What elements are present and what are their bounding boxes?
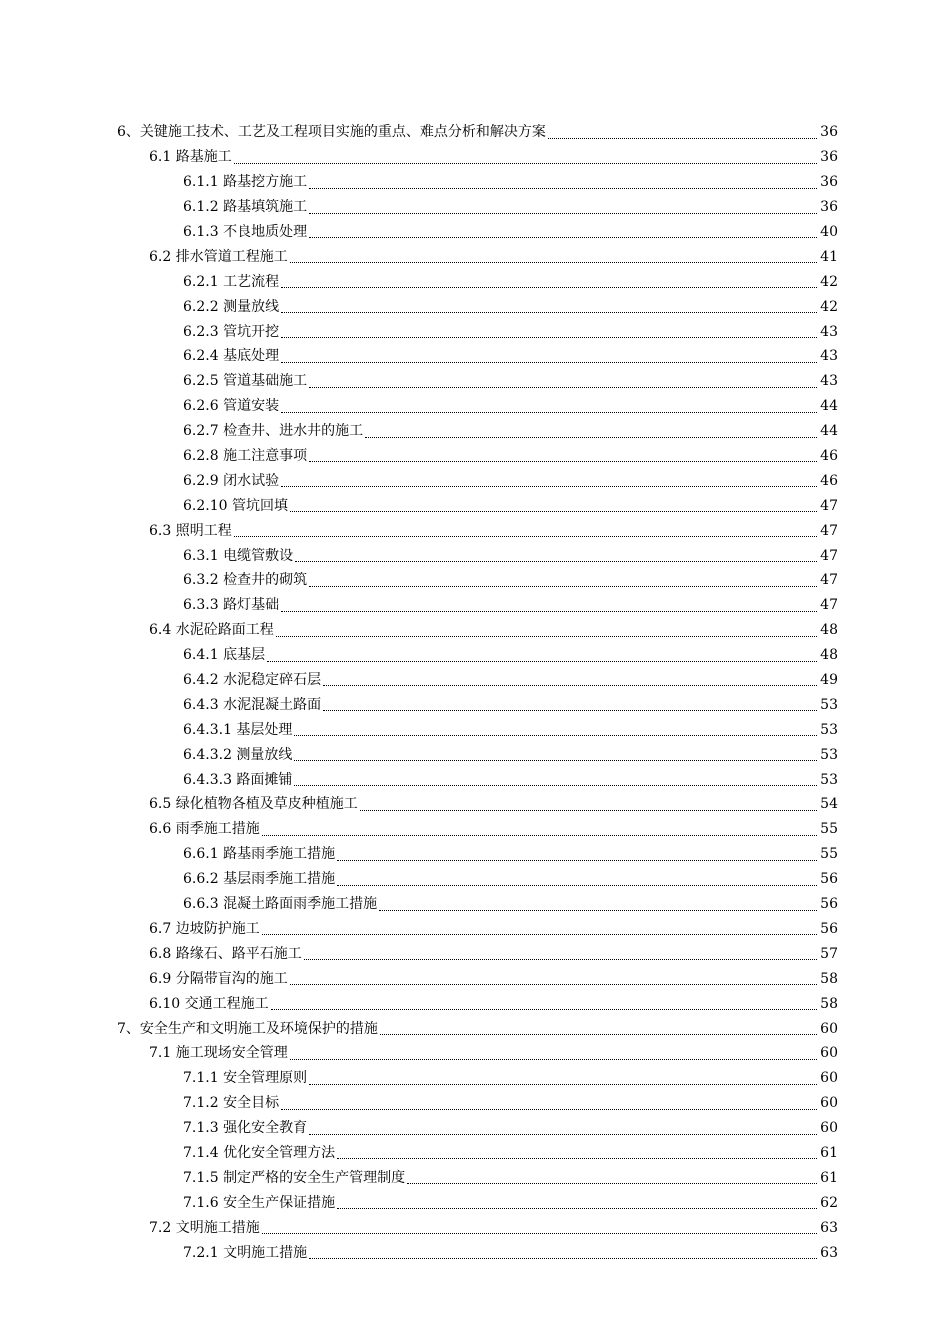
toc-dot-leader	[309, 460, 817, 462]
toc-entry[interactable]	[0, 518, 950, 543]
toc-entry-title: 6.2.9 闭水试验	[183, 472, 280, 489]
toc-entry[interactable]	[0, 294, 950, 319]
toc-dot-leader	[281, 1108, 817, 1110]
toc-entry-page: 61	[820, 1144, 838, 1161]
toc-entry-page: 55	[820, 846, 838, 863]
toc-entry-title: 6.2.3 管坑开挖	[183, 323, 280, 340]
toc-entry[interactable]	[0, 1141, 950, 1166]
toc-entry-page: 42	[820, 298, 838, 315]
toc-entry-title: 6.9 分隔带盲沟的施工	[149, 970, 288, 987]
toc-entry-page: 63	[820, 1219, 838, 1236]
toc-entry[interactable]	[0, 269, 950, 294]
toc-entry-title: 6.6 雨季施工措施	[149, 821, 260, 838]
toc-dot-leader	[294, 759, 817, 761]
toc-dot-leader	[290, 261, 817, 263]
toc-entry-page: 49	[820, 672, 838, 689]
toc-entry[interactable]	[0, 120, 950, 145]
toc-entry[interactable]	[0, 493, 950, 518]
toc-entry-page: 46	[820, 448, 838, 465]
toc-entry[interactable]	[0, 344, 950, 369]
toc-entry[interactable]	[0, 643, 950, 668]
toc-entry-page: 53	[820, 746, 838, 763]
toc-entry-page: 55	[820, 821, 838, 838]
toc-entry-page: 43	[820, 348, 838, 365]
toc-entry[interactable]	[0, 867, 950, 892]
toc-dot-leader	[281, 336, 817, 338]
toc-entry[interactable]	[0, 444, 950, 469]
toc-dot-leader	[281, 361, 817, 363]
toc-dot-leader	[294, 784, 817, 786]
toc-entry[interactable]	[0, 170, 950, 195]
toc-entry[interactable]	[0, 1091, 950, 1116]
toc-entry-title: 6.2.2 测量放线	[183, 298, 280, 315]
toc-entry[interactable]	[0, 145, 950, 170]
toc-entry-title: 6.1 路基施工	[149, 149, 232, 166]
toc-entry[interactable]	[0, 668, 950, 693]
toc-entry-page: 60	[820, 1095, 838, 1112]
toc-entry-title: 7.2.1 文明施工措施	[183, 1244, 308, 1261]
toc-entry-title: 6.4.1 底基层	[183, 647, 266, 664]
toc-dot-leader	[309, 236, 817, 238]
toc-entry-page: 58	[820, 995, 838, 1012]
toc-entry-page: 36	[820, 124, 838, 141]
toc-entry-title: 6.2.6 管道安装	[183, 398, 280, 415]
toc-dot-leader	[309, 1133, 817, 1135]
toc-dot-leader	[290, 1058, 817, 1060]
toc-entry[interactable]	[0, 767, 950, 792]
toc-entry-title: 6.1.2 路基填筑施工	[183, 199, 308, 216]
toc-dot-leader	[281, 610, 817, 612]
toc-entry-title: 6.6.3 混凝土路面雨季施工措施	[183, 896, 378, 913]
toc-dot-leader	[337, 1157, 817, 1159]
toc-entry-title: 6.3.3 路灯基础	[183, 597, 280, 614]
toc-entry-page: 41	[820, 248, 838, 265]
toc-entry-title: 6.2.4 基底处理	[183, 348, 280, 365]
toc-entry-page: 58	[820, 970, 838, 987]
toc-entry-title: 6、关键施工技术、工艺及工程项目实施的重点、难点分析和解决方案	[117, 124, 546, 141]
toc-entry-title: 6.3.1 电缆管敷设	[183, 547, 294, 564]
toc-entry-title: 6.4 水泥砼路面工程	[149, 622, 274, 639]
toc-dot-leader	[309, 187, 817, 189]
toc-dot-leader	[365, 436, 817, 438]
toc-dot-leader	[407, 1182, 817, 1184]
toc-dot-leader	[267, 660, 817, 662]
toc-dot-leader	[309, 212, 817, 214]
toc-entry-page: 40	[820, 224, 838, 240]
toc-entry-page: 53	[820, 696, 838, 713]
toc-dot-leader	[290, 510, 817, 512]
toc-entry[interactable]	[0, 717, 950, 742]
toc-entry[interactable]	[0, 892, 950, 917]
toc-dot-leader	[379, 909, 817, 911]
toc-entry[interactable]	[0, 991, 950, 1016]
toc-dot-leader	[380, 1033, 817, 1035]
toc-entry[interactable]	[0, 966, 950, 991]
toc-entry-page: 47	[820, 572, 838, 589]
toc-entry[interactable]	[0, 1116, 950, 1141]
toc-entry-title: 6.4.2 水泥稳定碎石层	[183, 672, 322, 689]
toc-dot-leader	[323, 709, 817, 711]
toc-entry-page: 53	[820, 721, 838, 738]
toc-entry-title: 7.1.3 强化安全教育	[183, 1120, 308, 1137]
toc-entry-title: 6.2.10 管坑回填	[183, 497, 288, 514]
toc-entry-title: 6.4.3.3 路面摊铺	[183, 771, 293, 788]
toc-dot-leader	[281, 411, 817, 413]
toc-entry-page: 43	[820, 323, 838, 340]
toc-entry[interactable]	[0, 941, 950, 966]
toc-dot-leader	[294, 734, 817, 736]
toc-dot-leader	[337, 884, 817, 886]
toc-dot-leader	[271, 1008, 817, 1010]
toc-entry-title: 6.4.3.2 测量放线	[183, 746, 293, 763]
toc-entry[interactable]	[0, 1240, 950, 1265]
toc-entry-page: 36	[820, 149, 838, 166]
toc-entry[interactable]	[0, 220, 950, 245]
toc-entry[interactable]	[0, 792, 950, 817]
toc-entry-title: 6.3.2 检查井的砌筑	[183, 572, 308, 589]
toc-entry-page: 47	[820, 597, 838, 614]
toc-entry[interactable]	[0, 1016, 950, 1041]
toc-entry-title: 6.8 路缘石、路平石施工	[149, 945, 302, 962]
toc-dot-leader	[309, 1083, 817, 1085]
toc-entry-page: 36	[820, 174, 838, 191]
toc-entry-page: 60	[820, 1045, 838, 1062]
toc-entry-title: 6.10 交通工程施工	[149, 995, 269, 1012]
toc-entry-page: 48	[820, 647, 838, 664]
toc-entry-title: 6.4.3.1 基层处理	[183, 721, 293, 738]
toc-entry-title: 7、安全生产和文明施工及环境保护的措施	[117, 1020, 378, 1037]
toc-entry-page: 47	[820, 547, 838, 564]
toc-entry[interactable]	[0, 394, 950, 419]
toc-entry-page: 56	[820, 871, 838, 888]
toc-entry[interactable]	[0, 244, 950, 269]
toc-entry-title: 6.1.3 不良地质处理	[183, 224, 308, 240]
toc-entry-title: 6.1.1 路基挖方施工	[183, 174, 308, 191]
toc-entry-page: 61	[820, 1169, 838, 1186]
toc-entry-page: 62	[820, 1194, 838, 1211]
toc-dot-leader	[234, 162, 817, 164]
toc-dot-leader	[548, 137, 817, 139]
toc-dot-leader	[309, 1257, 817, 1259]
toc-entry-title: 6.2.8 施工注意事项	[183, 448, 308, 465]
toc-dot-leader	[281, 485, 817, 487]
toc-dot-leader	[281, 311, 817, 313]
toc-entry-page: 63	[820, 1244, 838, 1261]
toc-entry-title: 7.1.1 安全管理原则	[183, 1070, 308, 1087]
toc-entry-title: 6.4.3 水泥混凝土路面	[183, 696, 322, 713]
toc-entry-title: 7.1.4 优化安全管理方法	[183, 1144, 336, 1161]
toc-entry[interactable]	[0, 742, 950, 767]
toc-dot-leader	[262, 933, 817, 935]
toc-entry-page: 60	[820, 1070, 838, 1087]
toc-entry[interactable]	[0, 917, 950, 942]
toc-dot-leader	[337, 1207, 817, 1209]
toc-entry[interactable]	[0, 692, 950, 717]
toc-dot-leader	[337, 859, 817, 861]
toc-entry-title: 6.5 绿化植物各植及草皮种植施工	[149, 796, 358, 813]
toc-dot-leader	[290, 983, 817, 985]
toc-entry-page: 36	[820, 199, 838, 216]
toc-dot-leader	[323, 684, 817, 686]
toc-entry-title: 6.7 边坡防护施工	[149, 920, 260, 937]
toc-entry-page: 47	[820, 497, 838, 514]
toc-entry-title: 6.2.5 管道基础施工	[183, 373, 308, 390]
toc-entry-page: 53	[820, 771, 838, 788]
toc-entry-page: 43	[820, 373, 838, 390]
toc-entry[interactable]	[0, 468, 950, 493]
toc-dot-leader	[309, 585, 817, 587]
toc-entry[interactable]	[0, 419, 950, 444]
toc-entry[interactable]	[0, 568, 950, 593]
toc-entry-page: 60	[820, 1120, 838, 1137]
toc-dot-leader	[360, 809, 817, 811]
toc-entry-page: 60	[820, 1020, 838, 1037]
toc-entry-title: 6.6.1 路基雨季施工措施	[183, 846, 336, 863]
toc-entry-title: 6.3 照明工程	[149, 522, 232, 539]
toc-entry-page: 56	[820, 896, 838, 913]
toc-entry-page: 56	[820, 920, 838, 937]
toc-entry[interactable]	[0, 817, 950, 842]
toc-entry[interactable]	[0, 593, 950, 618]
toc-dot-leader	[262, 1232, 817, 1234]
toc-entry[interactable]	[0, 369, 950, 394]
toc-entry[interactable]	[0, 195, 950, 220]
toc-entry-page: 47	[820, 522, 838, 539]
toc-entry-page: 42	[820, 273, 838, 290]
toc-entry-title: 7.1 施工现场安全管理	[149, 1045, 288, 1062]
toc-entry[interactable]	[0, 1066, 950, 1091]
toc-entry[interactable]	[0, 1190, 950, 1215]
toc-entry-title: 6.2 排水管道工程施工	[149, 248, 288, 265]
toc-entry-title: 7.1.2 安全目标	[183, 1095, 280, 1112]
toc-dot-leader	[276, 635, 817, 637]
toc-dot-leader	[262, 834, 817, 836]
toc-dot-leader	[281, 286, 817, 288]
toc-entry[interactable]	[0, 543, 950, 568]
toc-entry-title: 6.2.1 工艺流程	[183, 273, 280, 290]
toc-entry-page: 54	[820, 796, 838, 813]
toc-dot-leader	[304, 958, 817, 960]
toc-entry-page: 46	[820, 472, 838, 489]
toc-entry[interactable]	[0, 1165, 950, 1190]
table-of-contents	[0, 120, 950, 1265]
toc-entry-title: 7.1.5 制定严格的安全生产管理制度	[183, 1169, 406, 1186]
toc-entry-title: 7.1.6 安全生产保证措施	[183, 1194, 336, 1211]
toc-entry[interactable]	[0, 319, 950, 344]
toc-entry-page: 57	[820, 945, 838, 962]
toc-entry-page: 48	[820, 622, 838, 639]
toc-dot-leader	[309, 386, 817, 388]
toc-entry[interactable]	[0, 1215, 950, 1240]
toc-entry-page: 44	[820, 398, 838, 415]
toc-entry-title: 7.2 文明施工措施	[149, 1219, 260, 1236]
toc-entry[interactable]	[0, 1041, 950, 1066]
toc-dot-leader	[295, 560, 817, 562]
toc-entry-title: 6.6.2 基层雨季施工措施	[183, 871, 336, 888]
toc-entry-title: 6.2.7 检查井、进水井的施工	[183, 423, 364, 440]
toc-dot-leader	[234, 535, 817, 537]
toc-entry[interactable]	[0, 618, 950, 643]
toc-entry[interactable]	[0, 842, 950, 867]
toc-entry-page: 44	[820, 423, 838, 440]
